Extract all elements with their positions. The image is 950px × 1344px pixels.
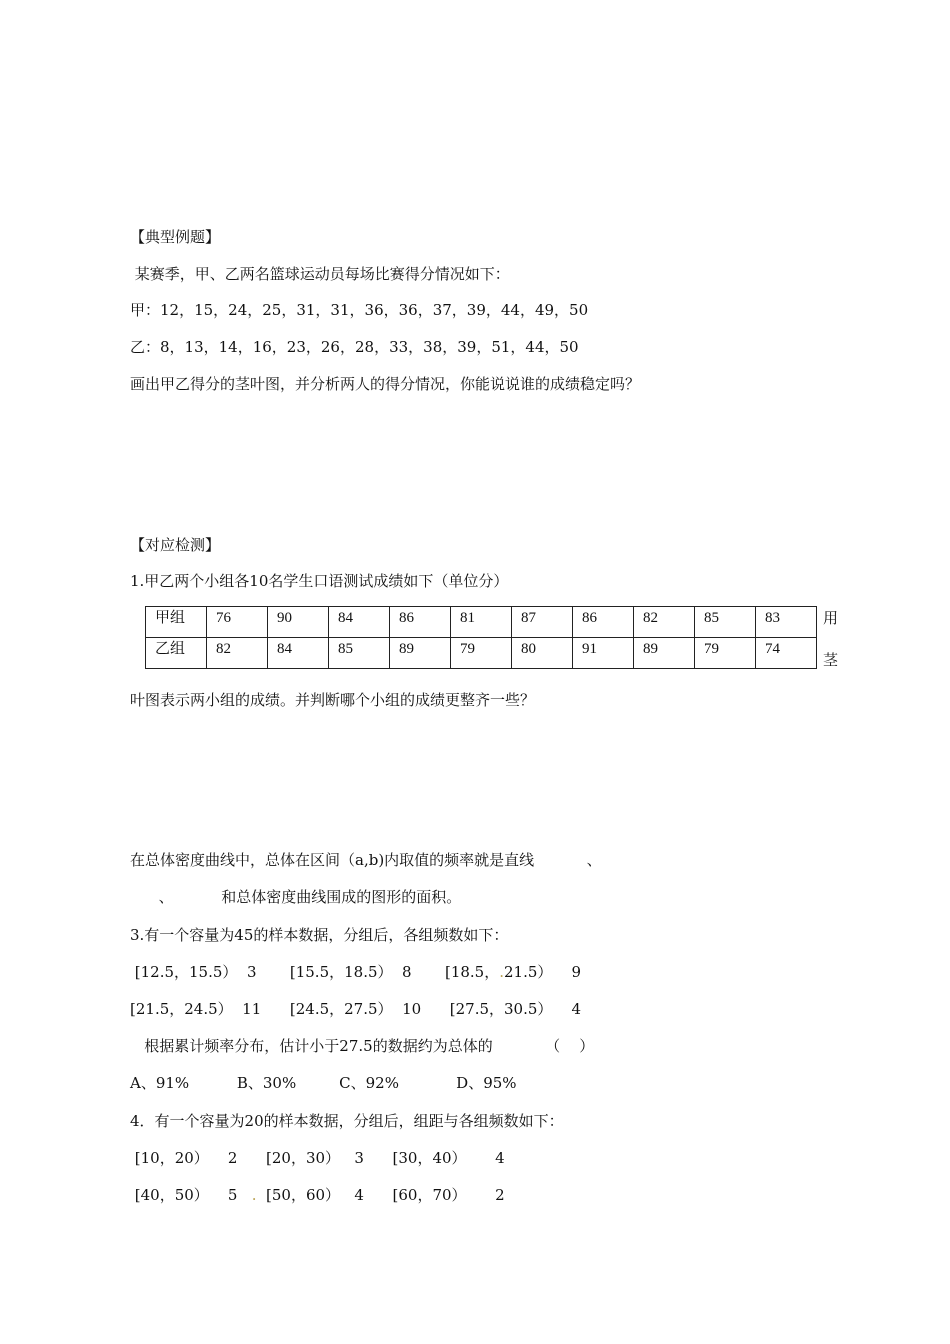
q1-tail: 叶图表示两小组的成绩。并判断哪个小组的成绩更整齐一些？ [130,691,536,709]
q3-options: A、91% B、30% C、92% D、95% [130,1074,517,1092]
table-cell: 85 [695,607,756,638]
row-label: 甲组 [146,607,207,638]
table-row-yi [146,638,817,669]
table-cell: 90 [268,607,329,638]
q4-intro: 4．有一个容量为20的样本数据，分组后，组距与各组频数如下： [130,1112,564,1130]
q3-row-1 [130,962,581,982]
example-question: 画出甲乙得分的茎叶图，并分析两人的得分情况，你能说说谁的成绩稳定吗？ [130,375,641,393]
q1-intro: 1.甲乙两个小组各10名学生口语测试成绩如下（单位分） [130,572,509,590]
table-cell: 82 [207,638,268,669]
table-cell: 83 [756,607,817,638]
q4-row-1: [10，20） 2 [20，30） 3 [30，40） 4 [130,1149,505,1167]
table-cell: 89 [634,638,695,669]
q4-row-2-part-a: [40，50） 5 [130,1186,252,1204]
q2-line-1: 在总体密度曲线中，总体在区间（a,b)内取值的频率就是直线 、 [130,851,602,869]
table-cell: 84 [329,607,390,638]
table-cell: 74 [756,638,817,669]
q3-question: 根据累计频率分布，估计小于27.5的数据约为总体的 （ ） [130,1037,595,1055]
row-label: 乙组 [146,638,207,669]
check-heading: 【对应检测】 [130,536,221,554]
table-row-jia [146,607,817,638]
example-yi-scores: 乙：8，13，14，16，23，26，28，33，38，39，51，44，50 [130,338,579,356]
q2-line-2: 、 和总体密度曲线围成的图形的面积。 [130,888,462,906]
scores-table [145,606,817,669]
q4-row-2-part-b: [50，60） 4 [60，70） 2 [256,1186,505,1204]
table-cell: 85 [329,638,390,669]
example-heading: 【典型例题】 [130,228,221,246]
q3-row-1-dot: . [499,963,505,981]
example-jia-scores: 甲：12，15，24，25，31，31，36，36，37，39，44，49，50 [130,301,589,319]
side-text-2: 茎 [823,651,839,669]
table-cell: 79 [695,638,756,669]
table-cell: 91 [573,638,634,669]
table-cell: 82 [634,607,695,638]
q4-row-2-dot: . [251,1186,257,1204]
table-cell: 81 [451,607,512,638]
table-cell: 84 [268,638,329,669]
example-intro: 某赛季，甲、乙两名篮球运动员每场比赛得分情况如下： [130,265,510,283]
table-cell: 79 [451,638,512,669]
table-cell: 86 [573,607,634,638]
q3-row-2: [21.5，24.5） 11 [24.5，27.5） 10 [27.5，30.5） 4 [130,1000,582,1018]
q3-row-1-part-b: 21.5） 9 [504,963,582,981]
table-cell: 87 [512,607,573,638]
table-cell: 76 [207,607,268,638]
q3-intro: 3.有一个容量为45的样本数据，分组后，各组频数如下： [130,926,509,944]
table-cell: 80 [512,638,573,669]
side-text-1: 用 [823,609,839,627]
q4-row-2 [130,1185,505,1205]
table-cell: 89 [390,638,451,669]
table-cell: 86 [390,607,451,638]
q3-row-1-part-a: [12.5，15.5） 3 [15.5，18.5） 8 [18.5， [130,963,500,981]
